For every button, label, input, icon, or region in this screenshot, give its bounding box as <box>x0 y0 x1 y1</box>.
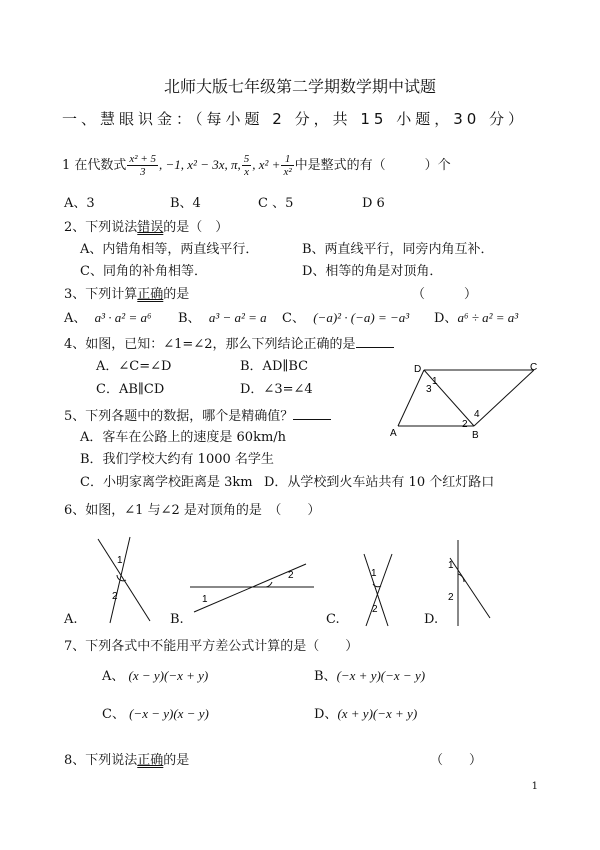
q6-stem: 6、如图，∠1 与∠2 是对顶角的是 （ ） <box>64 503 321 518</box>
q4-option-c: C．AB∥CD <box>96 382 165 397</box>
q7-option-b: B、(−x + y)(−x − y) <box>314 668 426 684</box>
angle-2-label: 2 <box>288 570 294 581</box>
q2-option-b: B、两直线平行，同旁内角互补． <box>302 242 494 257</box>
angle-4-label: 4 <box>474 409 480 420</box>
q6-option-b: B. <box>170 612 184 627</box>
q4-option-a: A．∠C=∠D <box>96 359 172 374</box>
q1-option-b: B、4 <box>170 196 201 211</box>
q5-option-a: A．客车在公路上的速度是 60km/h <box>80 430 287 445</box>
q8-paren: （ ） <box>430 753 483 768</box>
q2-stem: 2、下列说法错误的是（ ） <box>64 220 229 235</box>
angle-2-label: 2 <box>448 592 454 603</box>
q5-option-b: B．我们学校大约有 1000 名学生 <box>80 452 274 467</box>
q7-option-c: C、 (−x − y)(x − y) <box>102 706 209 722</box>
q3-option-a: A、 a³ · a² = a⁶ <box>64 310 152 326</box>
q3-option-d: D、a⁶ ÷ a² = a³ <box>434 310 519 326</box>
q4-option-b: B．AD∥BC <box>240 359 309 374</box>
angle-3-label: 3 <box>426 384 432 395</box>
q6-figure-c <box>356 550 406 630</box>
fraction-3: $\frac{1}{\text{x²}}$ <box>283 153 292 178</box>
q1-stem: 1 在代数式 $\frac{\text{x² + 5}}{3}$ , −1, x² − 3x, π, $\frac{5}{x}$ , x² + $\frac{1}{\text{x²}}$ 中是整式的有（ ）个 <box>62 153 451 178</box>
q3-option-b: B、 a³ − a² = a <box>178 310 267 326</box>
angle-1-label: 1 <box>117 555 123 566</box>
q7-option-a: A、 (x − y)(−x + y) <box>102 668 209 684</box>
angle-2-label: 2 <box>462 419 468 430</box>
q1-option-a: A、3 <box>64 196 95 211</box>
angle-2-label: 2 <box>112 591 118 602</box>
q5-option-c: C．小明家离学校距离是 3km <box>80 475 253 490</box>
q6-figure-a <box>90 535 160 625</box>
fraction-2: $\frac{5}{x}$ <box>243 153 250 178</box>
q6-option-c: C. <box>326 612 340 627</box>
q3-option-c: C、 (−a)² · (−a) = −a³ <box>282 310 410 326</box>
page-number: 1 <box>531 781 538 792</box>
q6-option-d: D. <box>424 612 439 627</box>
q6-figure-d <box>446 538 496 628</box>
angle-1-label: 1 <box>371 568 377 579</box>
q1-option-d: D 6 <box>362 196 385 211</box>
answer-blank <box>356 335 394 348</box>
vertex-a: A <box>390 428 397 439</box>
vertex-d: D <box>414 364 422 375</box>
segment-bc <box>474 370 534 426</box>
q2-option-a: A、内错角相等，两直线平行． <box>80 242 259 257</box>
q7-option-d: D、(x + y)(−x + y) <box>314 706 418 722</box>
q3-stem: 3、下列计算正确的是 <box>64 287 190 302</box>
q4-figure <box>388 362 558 442</box>
q6-figure-b <box>188 560 318 620</box>
q4-option-d: D．∠3=∠4 <box>240 382 313 397</box>
segment-ad <box>398 370 424 426</box>
q8-stem: 8、下列说法正确的是 <box>64 753 190 768</box>
q4-stem: 4、如图，已知：∠1=∠2，那么下列结论正确的是 <box>64 335 394 353</box>
angle-1-label: 1 <box>202 594 208 605</box>
fraction-1: $\frac{\text{x² + 5}}{3}$ <box>129 153 157 178</box>
section-heading: 一、慧眼识金：（每小题 2 分，共 15 小题，30 分） <box>62 110 528 128</box>
q6-option-a: A. <box>64 612 78 627</box>
q5-option-d: D．从学校到火车站共有 10 个红灯路口 <box>264 475 495 490</box>
answer-blank <box>293 407 331 420</box>
vertex-b: B <box>472 430 479 441</box>
angle-1-label: 1 <box>448 560 454 571</box>
q5-stem: 5、下列各题中的数据，哪个是精确值？ <box>64 407 331 425</box>
q2-option-d: D、相等的角是对顶角． <box>302 264 443 279</box>
angle-1-label: 1 <box>432 376 438 387</box>
q2-option-c: C、同角的补角相等． <box>80 264 207 279</box>
q3-paren: （ ） <box>412 287 478 302</box>
page-title: 北师大版七年级第二学期数学期中试题 <box>163 77 436 96</box>
vertex-c: C <box>530 362 538 373</box>
q7-stem: 7、下列各式中不能用平方差公式计算的是（ ） <box>64 639 359 654</box>
q1-option-c: C 、5 <box>258 196 294 211</box>
angle-2-label: 2 <box>372 604 378 615</box>
